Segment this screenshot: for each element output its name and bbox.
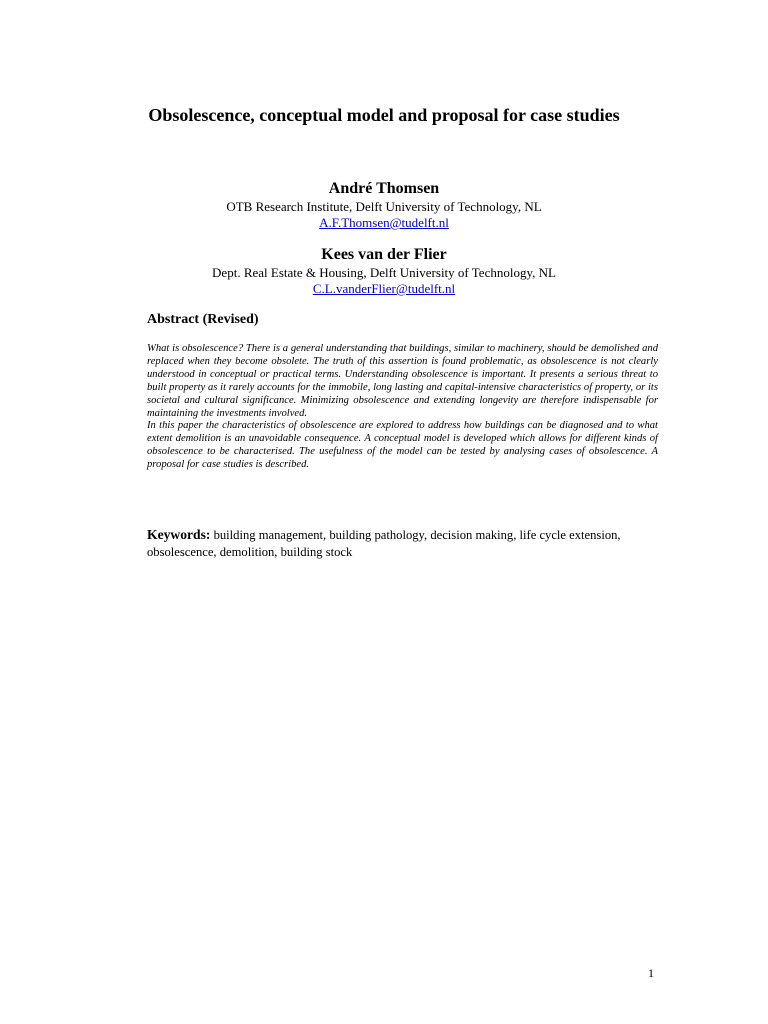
author-affiliation: Dept. Real Estate & Housing, Delft University of Technology, NL <box>212 265 556 280</box>
abstract-heading: Abstract (Revised) <box>147 312 259 327</box>
paper-title: Obsolescence, conceptual model and proposal for case studies <box>148 105 620 125</box>
author-block-1 <box>130 179 638 231</box>
author-block-2 <box>130 245 638 297</box>
abstract-paragraph: In this paper the characteristics of obsolescence are explored to address how buildings can be diagnosed and to what extent demolition is an unavoidable consequence. A conceptual model is developed which allows for different kinds of obsolescence to be characterised. The usefulness of the model can be tested by analysing cases of obsolescence. A proposal for case studies is described. <box>147 420 658 471</box>
author-name: Kees van der Flier <box>321 246 447 263</box>
keywords <box>147 526 658 561</box>
author-email-link[interactable]: A.F.Thomsen@tudelft.nl <box>319 215 449 230</box>
author-email-link[interactable]: C.L.vanderFlier@tudelft.nl <box>312 281 456 296</box>
abstract-paragraph: What is obsolescence? There is a general understanding that buildings, similar to machinery, should be demolished and replaced when they become obsolete. The truth of this assertion is found problematic, as obsolescence is not clearly understood in conceptual or practical terms. Understanding obsolescence is important. It presents a serious threat to built property as it rarely accounts for the immobile, long lasting and capital-intensive characteristics of property, or its societal and cultural significance. Minimizing obsolescence and extending longevity are therefore indispensable for maintaining the investments involved. <box>147 343 658 419</box>
abstract-body <box>147 343 658 472</box>
page-number: 1 <box>648 966 654 980</box>
author-name: André Thomsen <box>328 180 440 197</box>
author-affiliation: OTB Research Institute, Delft University of Technology, NL <box>226 199 542 214</box>
keywords-text: building management, building pathology, decision making, life cycle extension, obsolescence, demolition, building stock <box>147 528 621 559</box>
keywords-label: Keywords: <box>147 527 211 542</box>
